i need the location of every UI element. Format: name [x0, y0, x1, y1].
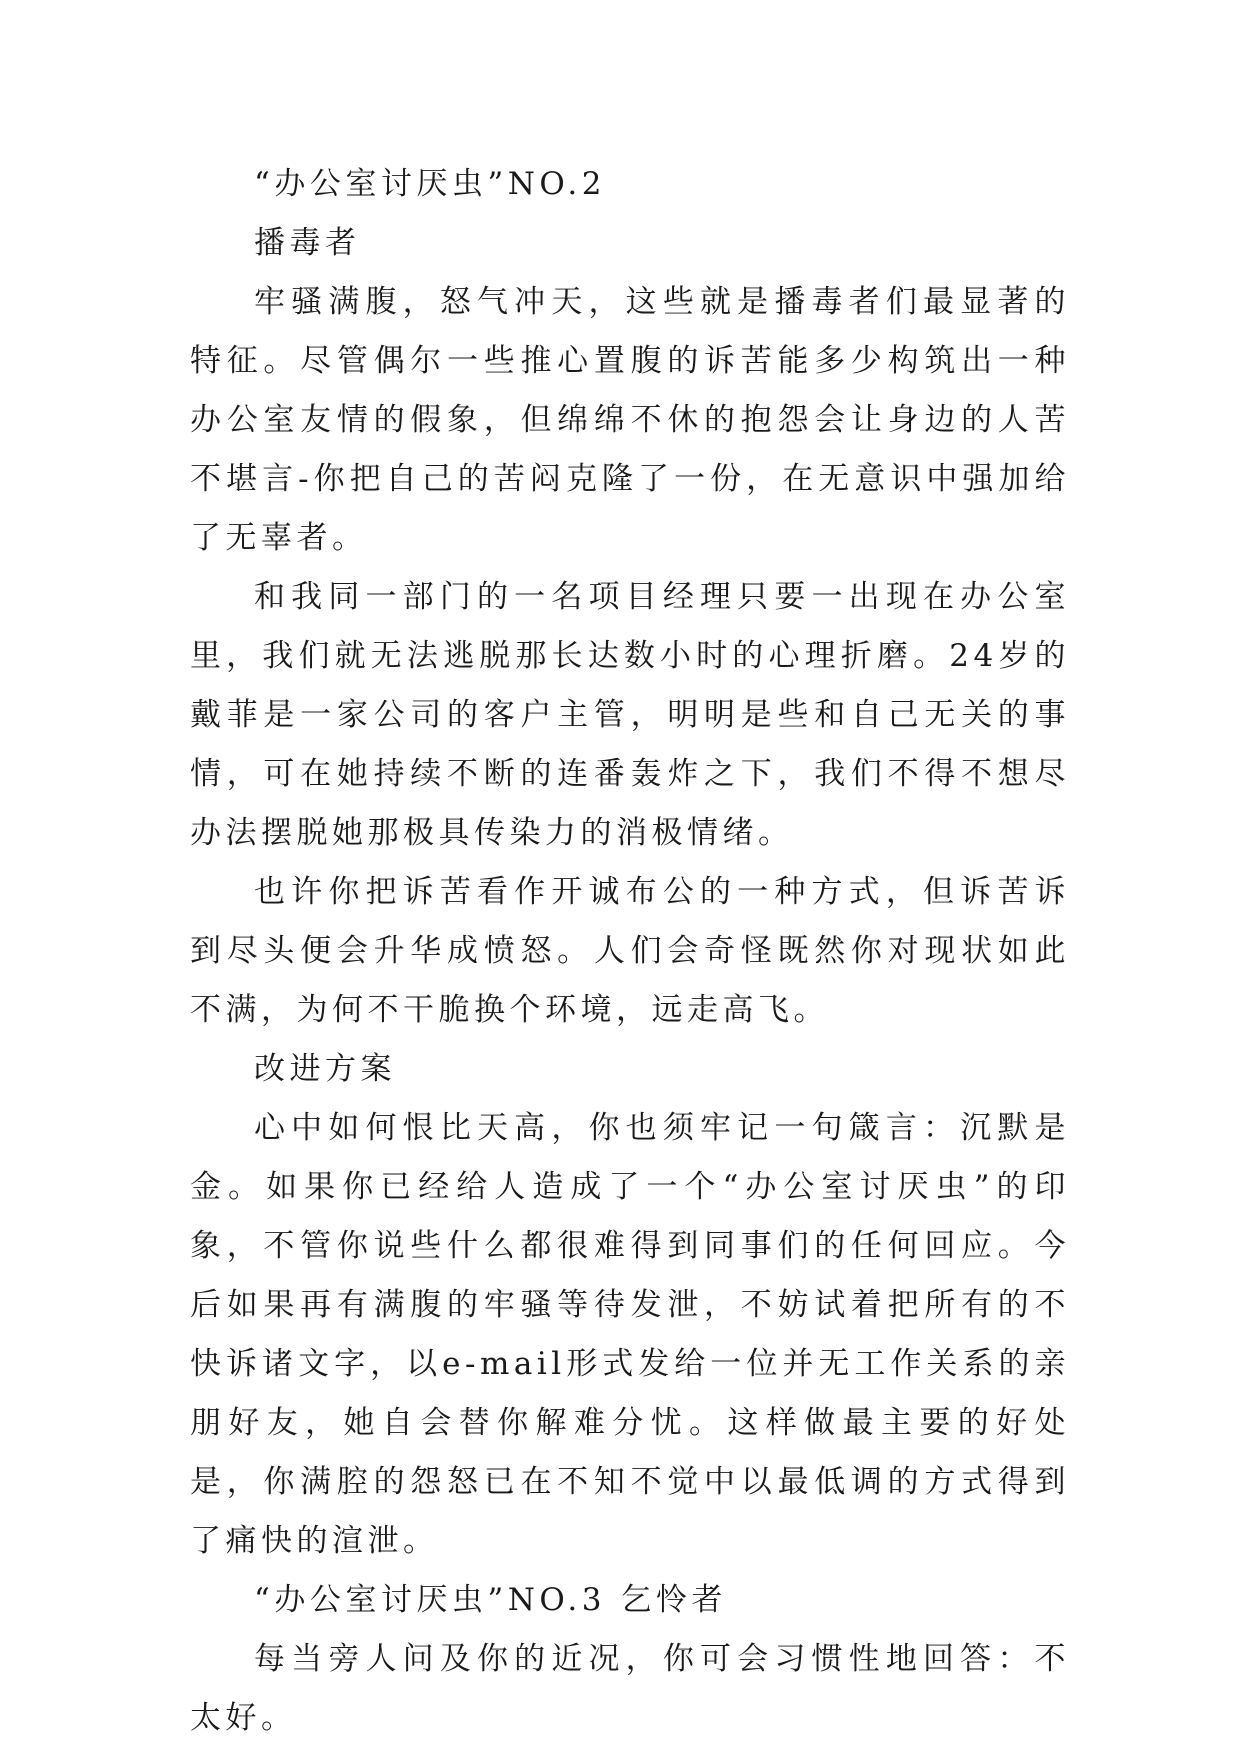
section-title-no3: “办公室讨厌虫”NO.3 乞怜者 — [254, 1582, 727, 1618]
section-title-no2: “办公室讨厌虫”NO.2 — [254, 166, 606, 202]
document-body — [190, 155, 1070, 1748]
body-paragraph: 和我同一部门的一名项目经理只要一出现在办公室里，我们就无法逃脱那长达数小时的心理折磨。24岁的戴菲是一家公司的客户主管，明明是些和自己无关的事情，可在她持续不断的连番轰炸之下，我们不得不想尽办法摆脱她那极具传染力的消极情绪。 — [190, 579, 1070, 851]
body-paragraph: 心中如何恨比天高，你也须牢记一句箴言：沉默是金。如果你已经给人造成了一个“办公室讨厌虫”的印象，不管你说些什么都很难得到同事们的任何回应。今后如果再有满腹的牢骚等待发泄，不妨试着把所有的不快诉诸文字，以e-mail形式发给一位并无工作关系的亲朋好友，她自会替你解难分忧。这样做最主要的好处是，你满腔的怨怒已在不知不觉中以最低调的方式得到了痛快的渲泄。 — [190, 1110, 1070, 1559]
body-paragraph: 也许你把诉苦看作开诚布公的一种方式，但诉苦诉到尽头便会升华成愤怒。人们会奇怪既然你对现状如此不满，为何不干脆换个环境，远走高飞。 — [190, 874, 1070, 1028]
section-subtitle-plan: 改进方案 — [254, 1051, 396, 1087]
body-paragraph: 牢骚满腹，怒气冲天，这些就是播毒者们最显著的特征。尽管偶尔一些推心置腹的诉苦能多少构筑出一种办公室友情的假象，但绵绵不休的抱怨会让身边的人苦不堪言-你把自己的苦闷克隆了一份，在无意识中强加给了无辜者。 — [190, 284, 1070, 556]
body-paragraph: 每当旁人问及你的近况，你可会习惯性地回答：不太好。 — [190, 1641, 1070, 1736]
section-subtitle-spreader: 播毒者 — [254, 225, 361, 261]
